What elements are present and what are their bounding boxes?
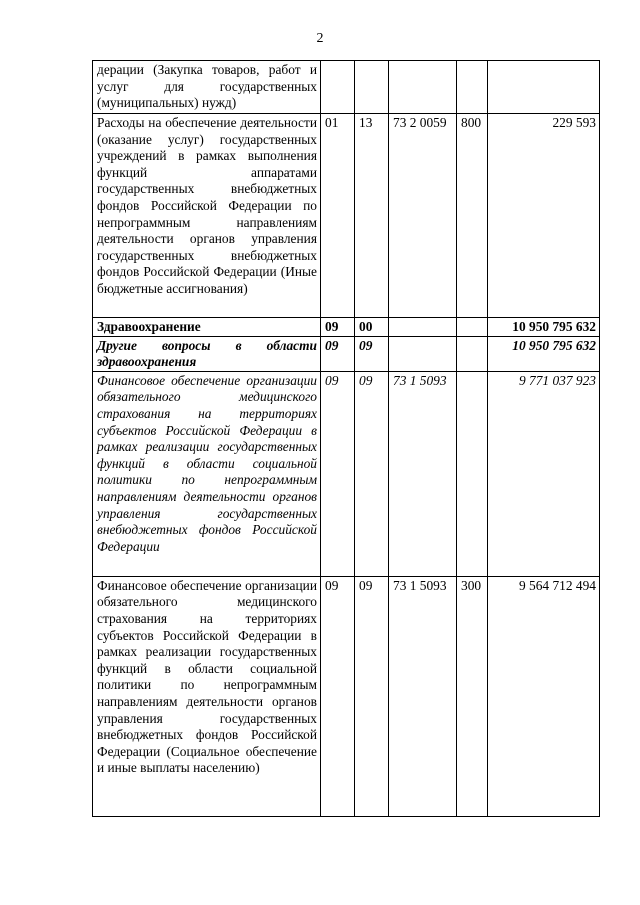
row-amount-cell: 10 950 795 632: [488, 318, 600, 337]
row-expense-type-cell: 300: [457, 576, 488, 816]
table-row: [93, 576, 600, 816]
row-target-article-cell: 73 1 5093: [389, 576, 457, 816]
row-target-article-cell: [389, 336, 457, 371]
row-subsection-cell: 09: [355, 336, 389, 371]
table-row: [93, 61, 600, 114]
table-row: [93, 318, 600, 337]
row-subsection-cell: 13: [355, 114, 389, 318]
table-row: [93, 114, 600, 318]
row-expense-type-cell: [457, 318, 488, 337]
row-section-cell: 09: [321, 576, 355, 816]
table-row: [93, 336, 600, 371]
row-amount-cell: 9 771 037 923: [488, 371, 600, 576]
budget-table: [92, 60, 600, 817]
row-amount-cell: 229 593: [488, 114, 600, 318]
row-section-cell: 09: [321, 336, 355, 371]
row-name-cell: Другие вопросы в области здравоохранения: [93, 336, 321, 371]
row-expense-type-cell: [457, 371, 488, 576]
row-subsection-cell: 00: [355, 318, 389, 337]
row-target-article-cell: 73 2 0059: [389, 114, 457, 318]
row-name-cell: Финансовое обеспечение организации обязательного медицинского страхования на территориях субъектов Российской Федерации в рамках реализации государственных функций в области социальной политики по непрограммным направлениям деятельности органов управления государственных внебюджетных фондов Российской Федерации: [93, 371, 321, 576]
row-subsection-cell: [355, 61, 389, 114]
page-number: 2: [316, 31, 324, 46]
row-amount-cell: 10 950 795 632: [488, 336, 600, 371]
row-target-article-cell: [389, 318, 457, 337]
row-amount-cell: [488, 61, 600, 114]
row-name-cell: Здравоохранение: [93, 318, 321, 337]
row-subsection-cell: 09: [355, 576, 389, 816]
row-section-cell: 09: [321, 318, 355, 337]
row-expense-type-cell: [457, 61, 488, 114]
row-name-cell: Финансовое обеспечение организации обязательного медицинского страхования на территориях субъектов Российской Федерации в рамках реализации государственных функций в области социальной политики по непрограммным направлениям деятельности органов управления государственных внебюджетных фондов Российской Федерации (Социальное обеспечение и иные выплаты населению): [93, 576, 321, 816]
row-section-cell: [321, 61, 355, 114]
row-name-cell: дерации (Закупка товаров, работ и услуг для государственных (муниципальных) нужд): [93, 61, 321, 114]
row-expense-type-cell: 800: [457, 114, 488, 318]
row-name-cell: Расходы на обеспечение деятельности (оказание услуг) государственных учреждений в рамках выполнения функций аппаратами государственных внебюджетных фондов Российской Федерации по непрограммным направлениям деятельности органов управления государственных внебюджетных фондов Российской Федерации (Иные бюджетные ассигнования): [93, 114, 321, 318]
table-row: [93, 371, 600, 576]
row-target-article-cell: 73 1 5093: [389, 371, 457, 576]
row-amount-cell: 9 564 712 494: [488, 576, 600, 816]
row-target-article-cell: [389, 61, 457, 114]
row-section-cell: 01: [321, 114, 355, 318]
row-subsection-cell: 09: [355, 371, 389, 576]
row-section-cell: 09: [321, 371, 355, 576]
row-expense-type-cell: [457, 336, 488, 371]
